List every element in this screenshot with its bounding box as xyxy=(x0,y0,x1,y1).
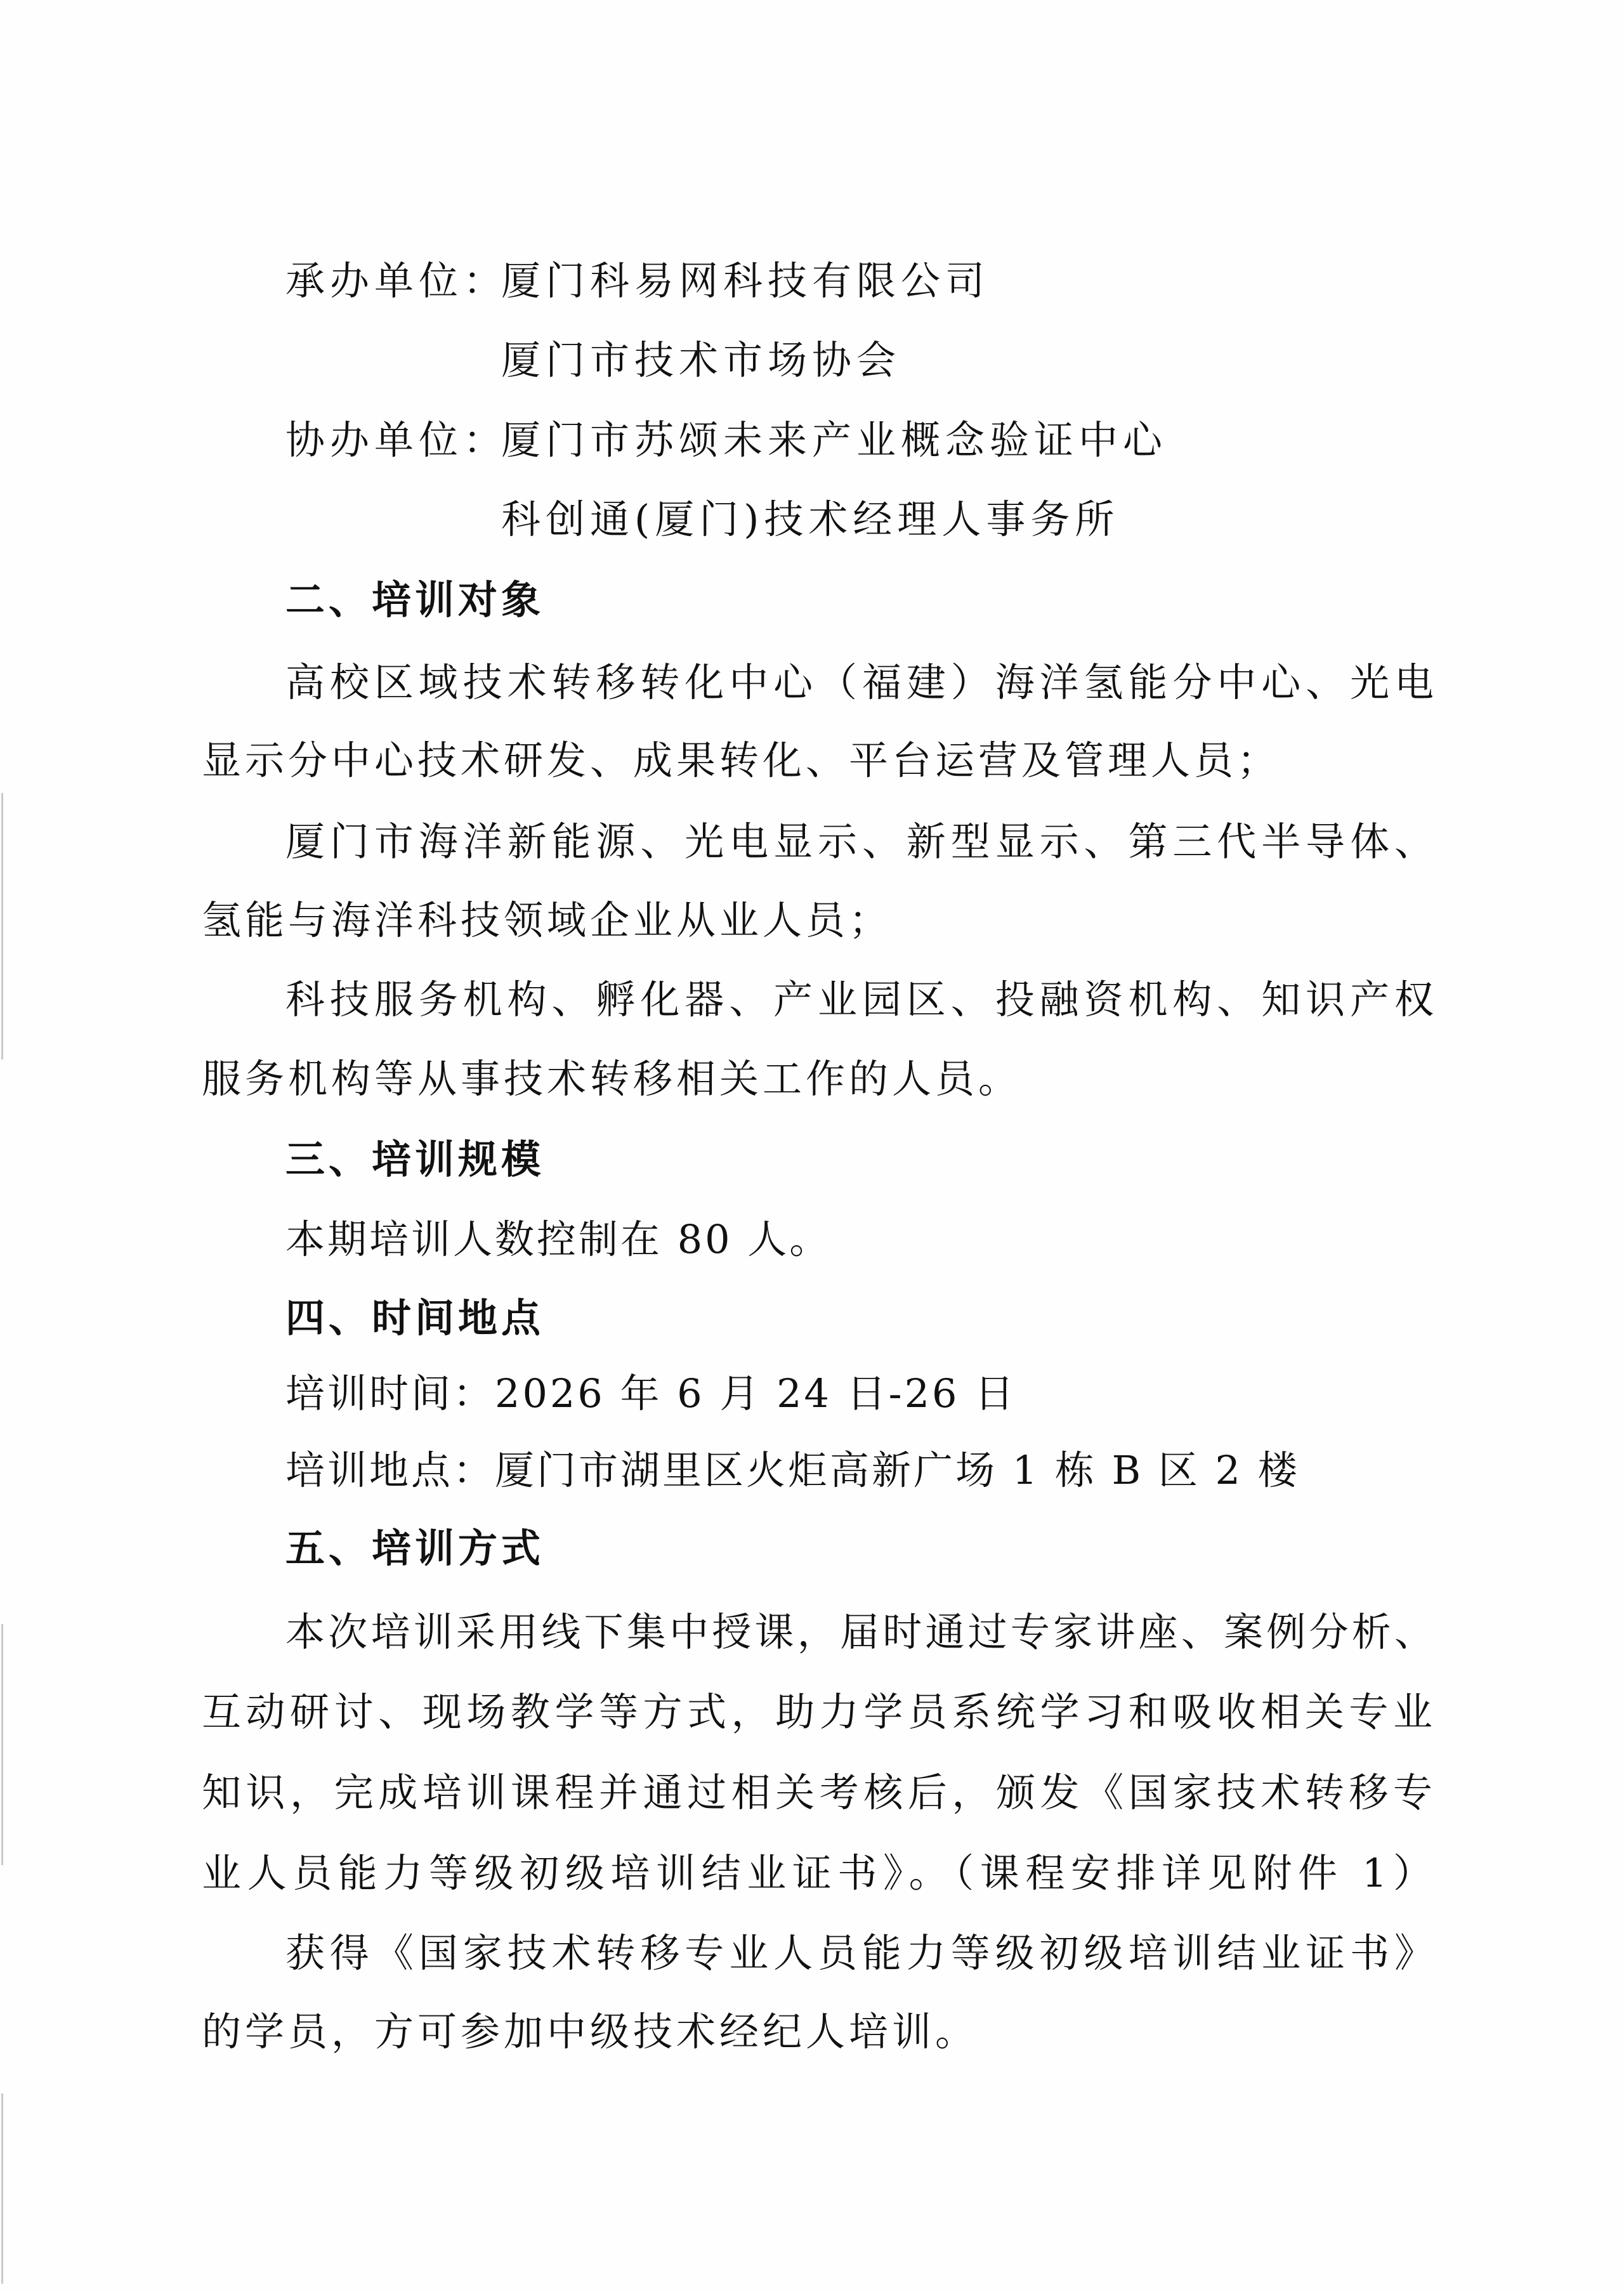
paragraph-line: 厦门市海洋新能源、光电显示、新型显示、第三代半导体、 xyxy=(285,818,1434,865)
paragraph-line: 业人员能力等级初级培训结业证书》。（课程安排详见附件 1） xyxy=(202,1850,1432,1896)
host-label: 承办单位： xyxy=(285,258,508,304)
paragraph-line: 的学员，方可参加中级技术经纪人培训。 xyxy=(202,2008,979,2055)
scan-edge-mark xyxy=(1,1624,3,1865)
assist-label: 协办单位： xyxy=(285,417,508,463)
training-place: 培训地点：厦门市湖里区火炬高新广场 1 栋 B 区 2 楼 xyxy=(285,1447,1300,1493)
scan-edge-mark xyxy=(1,2093,3,2284)
paragraph-line: 本次培训采用线下集中授课，届时通过专家讲座、案例分析、 xyxy=(285,1609,1434,1655)
scan-edge-mark xyxy=(1,793,3,1059)
section-heading-trainees: 二、培训对象 xyxy=(285,577,545,623)
paragraph-line: 获得《国家技术转移专业人员能力等级初级培训结业证书》 xyxy=(285,1930,1434,1976)
host-org-2: 厦门市技术市场协会 xyxy=(501,337,901,383)
paragraph-line: 科技服务机构、孵化器、产业园区、投融资机构、知识产权 xyxy=(285,976,1434,1023)
paragraph-line: 知识，完成培训课程并通过相关考核后，颁发《国家技术转移专 xyxy=(202,1769,1432,1816)
section-heading-scale: 三、培训规模 xyxy=(285,1136,545,1182)
host-org-1: 厦门科易网科技有限公司 xyxy=(501,258,990,304)
training-time: 培训时间：2026 年 6 月 24 日-26 日 xyxy=(285,1370,1017,1417)
assist-org-1: 厦门市苏颂未来产业概念验证中心 xyxy=(501,417,1168,463)
section-heading-time-place: 四、时间地点 xyxy=(285,1295,545,1341)
section-heading-method: 五、培训方式 xyxy=(285,1525,545,1571)
paragraph-line: 氢能与海洋科技领域企业从业人员； xyxy=(202,897,893,943)
paragraph-line: 互动研讨、现场教学等方式，助力学员系统学习和吸收相关专业 xyxy=(202,1689,1432,1735)
assist-org-2: 科创通(厦门)技术经理人事务所 xyxy=(501,496,1120,542)
paragraph-line: 显示分中心技术研发、成果转化、平台运营及管理人员； xyxy=(202,737,1281,783)
paragraph-line: 本期培训人数控制在 80 人。 xyxy=(285,1216,832,1262)
paragraph-line: 高校区域技术转移转化中心（福建）海洋氢能分中心、光电 xyxy=(285,659,1434,705)
paragraph-line: 服务机构等从事技术转移相关工作的人员。 xyxy=(202,1056,1022,1102)
